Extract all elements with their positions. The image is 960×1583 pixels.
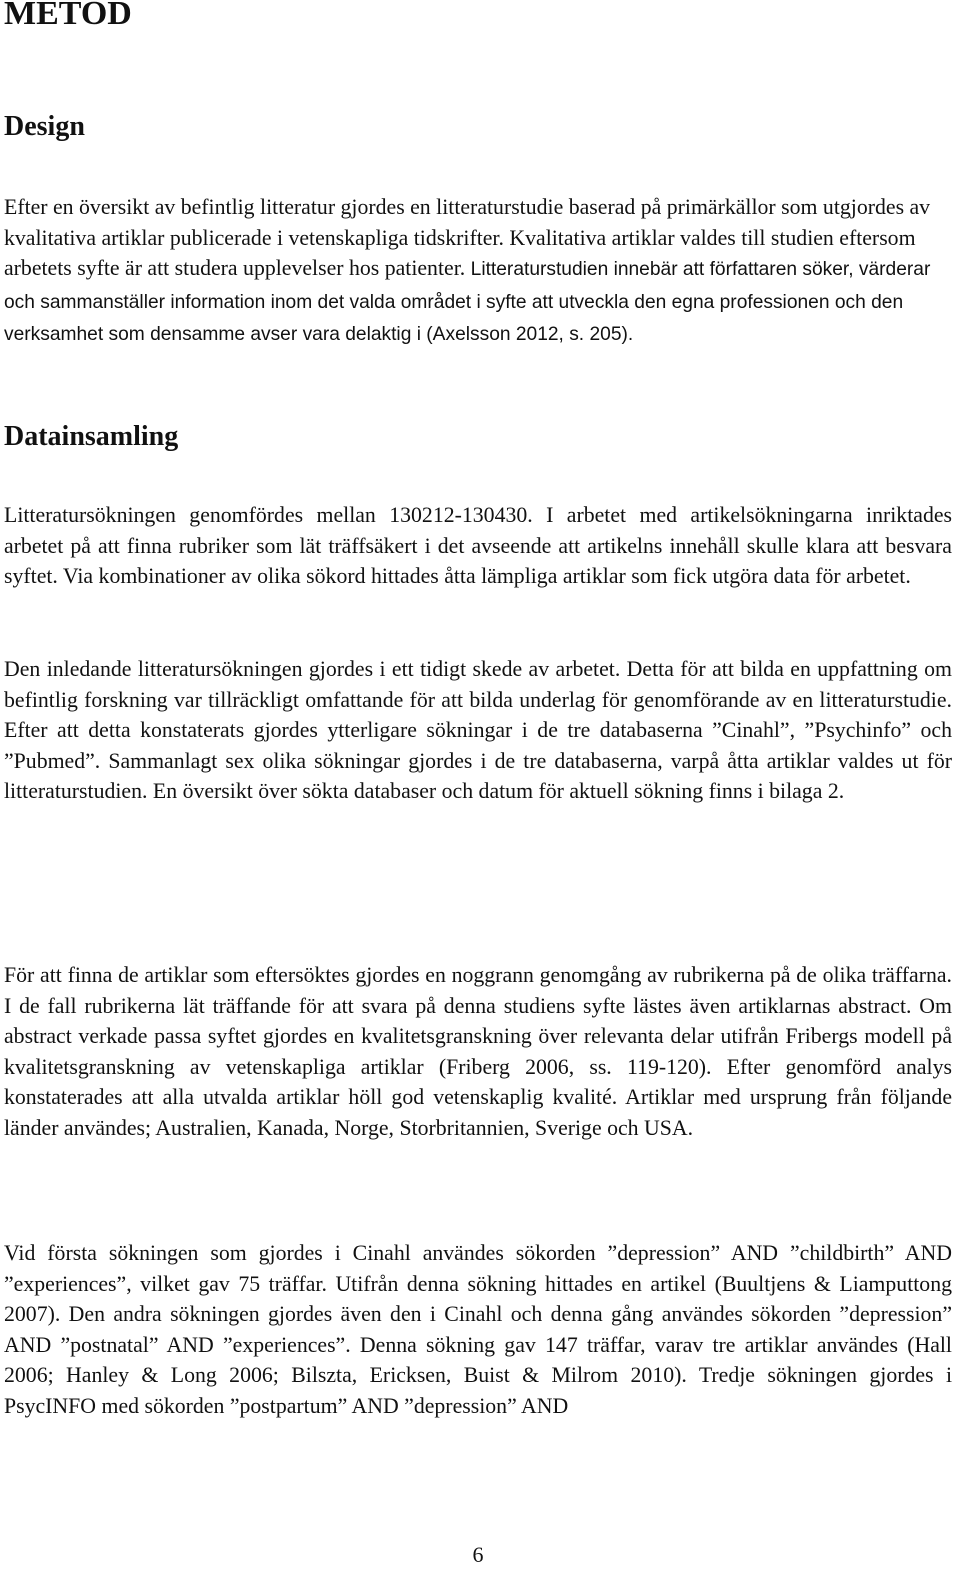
- datainsamling-paragraph-3: För att finna de artiklar som eftersöktes gjordes en noggrann genomgång av rubrikerna på de olika träffarna. I de fall rubrikerna lät träffande för att svara på denna studiens syfte lästes även artiklarnas abstract. Om abstract verkade passa syftet gjordes en kvalitetsgranskning över relevanta delar utifrån Fribergs modell på kvalitetsgranskning av vetenskapliga artiklar (Friberg 2006, ss. 119-120). Efter genomförd analys konstaterades att alla utvalda artiklar höll god vetenskaplig kvalité. Artiklar med ursprung från följande länder användes; Australien, Kanada, Norge, Storbritannien, Sverige och USA.: [4, 963, 952, 1140]
- page-number: 6: [472, 1542, 484, 1567]
- design-paragraph-sans-text: Litteraturstudien innebär att författaren söker, värderar och sammanställer information inom det valda området i syfte att utveckla den egna professionen och den verksamhet som densamme avser vara delaktig i (Axelsson 2012, s. 205).: [4, 259, 931, 345]
- design-paragraph-serif-text: Efter en översikt av befintlig litteratur gjordes en litteraturstudie baserad på primärkällor som utgjordes av kvalitativa artiklar publicerade i vetenskapliga tidskrifter. Kvalitativa artiklar valdes till studien eftersom arbetets syfte är att studera upplevelser hos patienter.: [4, 195, 931, 280]
- datainsamling-paragraph-1: Litteratursökningen genomfördes mellan 130212-130430. I arbetet med artikelsökningarna inriktades arbetet på att finna rubriker som lät träffsäkert i det avseende att artikelns innehåll skulle klara att besvara syftet. Via kombinationer av olika sökord hittades åtta lämpliga artiklar som fick utgöra data för arbetet.: [4, 503, 952, 588]
- datainsamling-paragraph-2: Den inledande litteratursökningen gjordes i ett tidigt skede av arbetet. Detta för att bilda en uppfattning om befintlig forskning var tillräckligt omfattande för att bilda underlag för genomförande av en litteraturstudie. Efter att detta konstaterats gjordes ytterligare sökningar i de tre databaserna ”Cinahl”, ”Psychinfo” och ”Pubmed”. Sammanlagt sex olika sökningar gjordes i de tre databaserna, varpå åtta artiklar valdes ut för litteraturstudien. En översikt över sökta databaser och datum för aktuell sökning finns i bilaga 2.: [4, 657, 952, 803]
- datainsamling-paragraph-4: Vid första sökningen som gjordes i Cinahl användes sökorden ”depression” AND ”childbirth” AND ”experiences”, vilket gav 75 träffar. Utifrån denna sökning hittades en artikel (Buultjens & Liamputtong 2007). Den andra sökningen gjordes även den i Cinahl och denna gång användes sökorden ”depression” AND ”postnatal” AND ”experiences”. Denna sökning gav 147 träffar, varav tre artiklar användes (Hall 2006; Hanley & Long 2006; Bilszta, Ericksen, Buist & Milrom 2010). Tredje sökningen gjordes i PsycINFO med sökorden ”postpartum” AND ”depression” AND: [4, 1241, 952, 1418]
- section-heading-datainsamling: Datainsamling: [4, 421, 179, 452]
- section-heading-design: Design: [4, 111, 85, 142]
- chapter-title: METOD: [4, 0, 132, 32]
- design-paragraph: [4, 192, 952, 351]
